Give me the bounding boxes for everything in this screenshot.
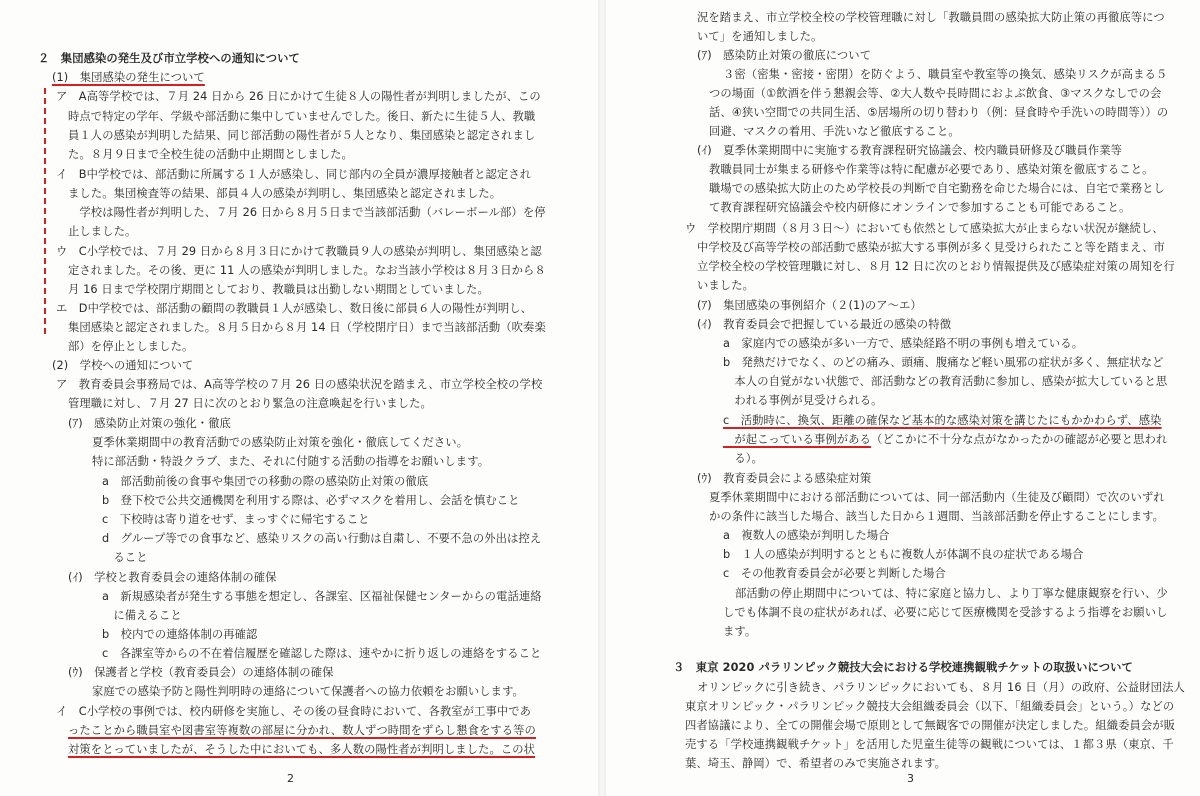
text-line: 夏季休業期間中における部活動については、同一部活動内（生徒及び顧問）で次のいずれ: [709, 491, 1165, 504]
list-item: c 各課室等からの不在着信履歴を確認した際は、速やかに折り返しの連絡をすること: [102, 647, 542, 660]
red-margin-marker: [44, 88, 46, 334]
text-line: 集団感染と認定されました。８月５日から８月 14 日（学校閉庁日）まで当該部活動（吹奏楽: [68, 321, 546, 334]
text-line: 回避、マスクの着用、手洗いなど徹底すること。: [709, 125, 960, 138]
section-3-title: ３ 東京 2020 パラリンピック競技大会における学校連携観戦チケットの取扱いについて: [673, 661, 1133, 674]
text-line: 家庭での感染予防と陽性判明時の連絡について保護者への協力依頼をお願いします。: [92, 685, 524, 698]
list-item: a 新規感染者が発生する事態を想定し、各課室、区福祉保健センターからの電話連絡: [102, 590, 542, 603]
text-line: イ B中学校では、部活動に所属する１人が感染し、同じ部内の全員が濃厚接触者と認定され: [56, 168, 532, 181]
underlined-fragment: が起こっている事例がある: [723, 433, 871, 446]
text-line: 特に部活動・特設クラブ、また、それに付随する活動の指導をお願いします。: [92, 455, 490, 468]
list-item: 本人の自覚がない状態で、部活動などの教育活動に参加し、感染が拡大していると思: [723, 375, 1168, 388]
text-line: 葉、埼玉、静岡）で、希望者のみで実施されます。: [685, 757, 947, 770]
list-item: われる事例が見受けられる。: [723, 394, 883, 407]
item-heading: (ｳ) 保護者と学校（教育委員会）の連絡体制の確保: [68, 666, 334, 679]
list-item: c その他教育委員会が必要と判断した場合: [723, 567, 946, 580]
page-3: [605, 0, 1200, 796]
item-heading: (ｱ) 集団感染の事例紹介（２(1)のア〜エ）: [697, 299, 922, 312]
text-line: 部活動の停止期間中については、特に家庭と協力し、より丁寧な健康観察を行い、少: [735, 587, 1168, 600]
text-line: ます。: [723, 625, 757, 638]
text-line: 中学校及び高等学校の部活動で感染が拡大する事例が多く見受けられたこと等を踏まえ、市: [697, 241, 1165, 254]
list-item: b 発熱だけでなく、のどの痛み、頭痛、腹痛など軽い風邪の症状が多く、無症状など: [723, 356, 1164, 369]
subsection-2-heading: (2) 学校への通知について: [52, 359, 194, 372]
item-heading: (ｳ) 教育委員会による感染症対策: [697, 472, 872, 485]
text-line: 況を踏まえ、市立学校全校の学校管理職に対し「教職員間の感染拡大防止策の再徹底等につ: [697, 11, 1165, 24]
text-line: ました。集団検査等の結果、部員４人の感染が判明し、集団感染と認定されました。: [68, 187, 502, 200]
text-line: かの条件に該当した場合、該当した日から１週間、当該部活動を停止することにします。: [709, 510, 1164, 523]
text-line: 止しました。: [68, 225, 137, 238]
text-fragment: （どこかに不十分な点がなかったかの確認が必要と思われ: [870, 433, 1168, 446]
item-heading: (ｲ) 教育委員会で把握している最近の感染の特徴: [697, 318, 952, 331]
list-item: に備えること: [102, 609, 182, 622]
list-item: ること: [102, 551, 148, 564]
text-line: て教育課程研究協議会や校内研修にオンラインで参加することも可能であること。: [709, 201, 1131, 214]
subsection-1-heading: (1) 集団感染の発生について: [52, 71, 205, 84]
underlined-text-line: 対策をとっていましたが、そうした中においても、多人数の陽性者が判明しました。この状: [68, 743, 536, 756]
text-line: 東京オリンピック・パラリンピック競技大会組織委員会（以下、「組織委員会」という。）などの: [685, 700, 1175, 713]
text-line: エ D中学校では、部活動の顧問の教職員１人が感染し、数日後に部員６人の陽性が判明し、: [56, 302, 533, 315]
list-item: d グループ等での食事など、感染リスクの高い行動は自粛し、不要不急の外出は控え: [102, 532, 542, 545]
item-heading: (ｱ) 感染防止対策の強化・徹底: [68, 417, 231, 430]
text-line: つの場面（①飲酒を伴う懇親会等、②大人数や長時間におよぶ飲食、③マスクなしでの会: [709, 87, 1162, 100]
text-line: ア A高等学校では、７月 24 日から 26 日にかけて生徒８人の陽性者が判明しましたが、この: [56, 90, 541, 103]
text-line: ３密（密集・密接・密閉）を防ぐよう、職員室や教室等の換気、感染リスクが高まる５: [723, 68, 1168, 81]
item-heading: (ｱ) 感染防止対策の徹底について: [697, 49, 872, 62]
text-line: オリンピックに引き続き、パラリンピックにおいても、８月 16 日（月）の政府、公益財団法人: [697, 681, 1185, 694]
text-line: 四者協議により、全ての開催会場で原則として無観客での開催が決定しました。組織委員会が販: [685, 719, 1176, 732]
text-line: ウ 学校閉庁期間（８月３日〜）においても依然として感染拡大が止まらない状況が継続し、: [685, 222, 1164, 235]
text-line: 員１人の感染が判明した結果、同じ部活動の陽性者が５人となり、集団感染と認定されまし: [68, 129, 536, 142]
text-line: 職場での感染拡大防止のため学校長の判断で自宅勤務を命じた場合には、自宅で業務とし: [709, 182, 1165, 195]
list-item: b １人の感染が判明するとともに複数人が体調不良の症状である場合: [723, 548, 1084, 561]
text-line: る）。: [723, 452, 763, 465]
underlined-text-line: ったことから職員室や図書室等複数の部屋に分かれ、数人ずつ時間をずらし懇食をする等の: [68, 724, 536, 737]
list-item-continuation: [723, 432, 1193, 448]
text-line: いました。: [697, 279, 754, 292]
list-item: b 登下校で公共交通機関を利用する際は、必ずマスクを着用し、会話を慎むこと: [102, 494, 520, 507]
underlined-list-item: c 活動時に、換気、距離の確保など基本的な感染対策を講じたにもかかわらず、感染: [723, 414, 1162, 427]
page-number: 2: [287, 772, 294, 785]
text-line: 月 16 日まで学校閉庁期間としており、教職員は出勤しない期間としていました。: [68, 283, 489, 296]
list-item: b 校内での連絡体制の再確認: [102, 628, 258, 641]
list-item: a 部活動前後の食事や集団での移動の際の感染防止対策の徹底: [102, 475, 429, 488]
text-line: 学校は陽性者が判明した、７月 26 日から８月５日まで当該部活動（バレーボール部）を停: [68, 206, 546, 219]
text-line: た。８月９日まで全校生徒の活動中止期間としました。: [68, 148, 353, 161]
item-heading: (ｲ) 学校と教育委員会の連絡体制の確保: [68, 571, 277, 584]
text-line: 夏季休業期間中の教育活動での感染防止対策を強化・徹底してください。: [92, 436, 469, 449]
text-line: 立学校全校の学校管理職に対し、８月 12 日に次のとおり情報提供及び感染症対策の周知を行: [697, 260, 1175, 273]
text-line: ウ C小学校では、７月 29 日から８月３日にかけて教職員９人の感染が判明し、集団感染と認: [56, 245, 542, 258]
list-item: c 下校時は寄り道をせず、まっすぐに帰宅すること: [102, 513, 370, 526]
item-heading: (ｲ) 夏季休業期間中に実施する教育課程研究協議会、校内職員研修及び職員作業等: [697, 144, 1123, 157]
text-line: 教職員同士が集まる研修や作業等は特に配慮が必要であり、感染対策を徹底すること。: [709, 163, 1154, 176]
text-line: 話、④狭い空間での共同生活、⑤居場所の切り替わり（例：昼食時や手洗いの時間等））の: [709, 106, 1169, 119]
list-item: a 複数人の感染が判明した場合: [723, 529, 890, 542]
list-item: a 家庭内での感染が多い一方で、感染経路不明の事例も増えている。: [723, 337, 1084, 350]
page-number: 3: [907, 772, 914, 785]
text-line: 定されました。その後、更に 11 人の感染が判明しました。なお当該小学校は８月３日から８: [68, 264, 546, 277]
text-line: 部）を停止としました。: [68, 340, 194, 353]
text-line: ア 教育委員会事務局では、A高等学校の７月 26 日の感染状況を踏まえ、市立学校全校の学校: [56, 378, 543, 391]
text-line: 売する「学校連携観戦チケット」を活用した児童生徒等の観戦については、１都３県（東京、千: [685, 738, 1174, 751]
text-line: 管理職に対し、７月 27 日に次のとおり緊急の注意喚起を行いました。: [68, 397, 432, 410]
text-line: いて」を通知しました。: [697, 30, 823, 43]
text-line: イ C小学校の事例では、校内研修を実施し、その後の昼食時において、各教室が工事中であ: [56, 705, 532, 718]
section-2-title: ２ 集団感染の発生及び市立学校への通知について: [38, 52, 300, 65]
text-line: 時点で特定の学年、学級や部活動に集中していませんでした。後日、新たに生徒５人、教職: [68, 110, 536, 123]
text-line: しでも体調不良の症状があれば、必要に応じて医療機関を受診するよう指導をお願いし: [723, 606, 1168, 619]
